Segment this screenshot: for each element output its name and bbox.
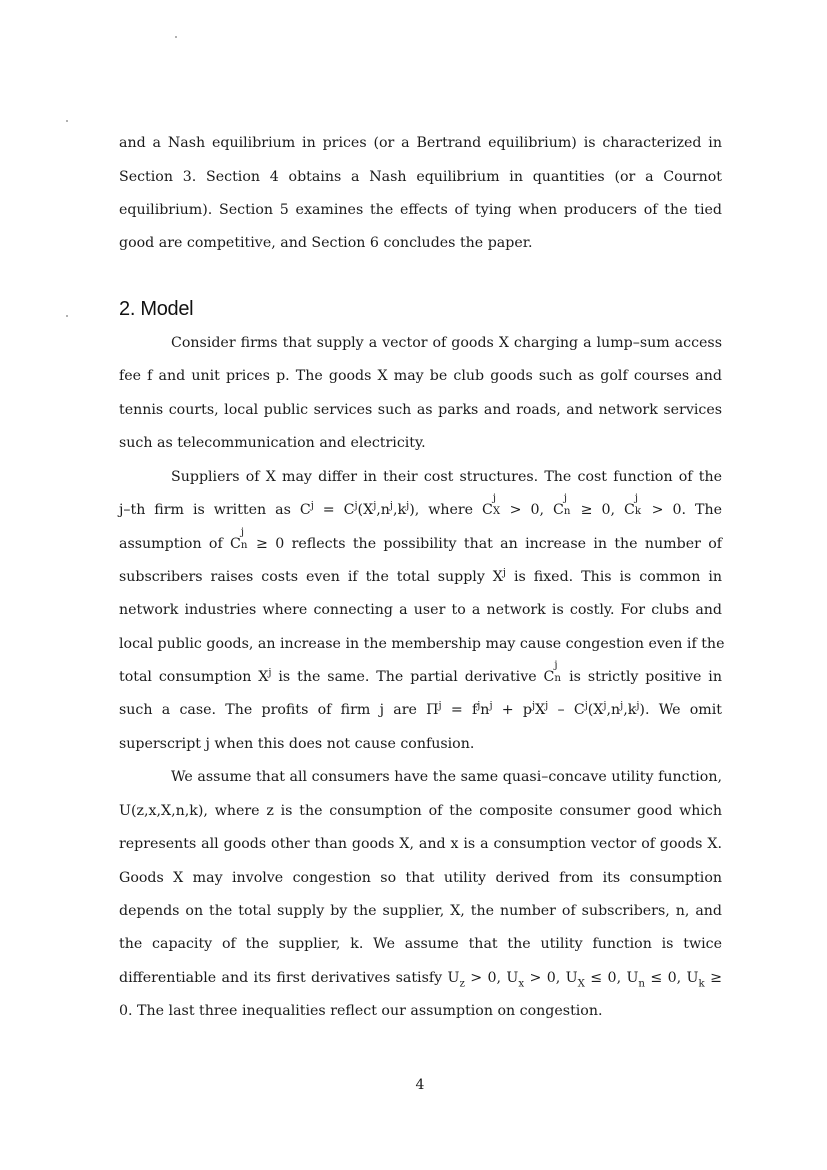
para1-line-4: such as telecommunication and electricity. — [119, 435, 426, 451]
scan-speck — [175, 36, 177, 38]
superscript: j — [489, 700, 493, 712]
text-run: + p — [492, 702, 532, 718]
para2-line-4 — [119, 567, 722, 587]
superscript: j — [354, 500, 358, 512]
sub-sup-index: j n — [563, 493, 571, 518]
text-run: ≤ 0, U — [584, 970, 639, 986]
superscript: j — [620, 700, 624, 712]
para2-line-1: Suppliers of X may differ in their cost structures. The cost function of the — [171, 469, 722, 485]
text-run: is strictly positive in — [562, 669, 722, 686]
text-run: ). We omit — [639, 702, 722, 718]
text-run: (X — [357, 502, 374, 519]
para1-line-2: fee f and unit prices p. The goods X may be club goods such as golf courses and — [119, 368, 722, 384]
scan-speck — [66, 315, 68, 317]
text-run: ,k — [393, 502, 407, 519]
text-run: ≤ 0, U — [645, 970, 699, 986]
text-run: total consumption X — [119, 669, 269, 686]
para1-line-3: tennis courts, local public services such as parks and roads, and network services — [119, 402, 722, 418]
superscript: j — [310, 500, 314, 512]
superscript: j — [438, 700, 442, 712]
text-run: > 0. The — [642, 502, 723, 519]
text-run: ≥ — [704, 970, 722, 986]
subscript: x — [518, 978, 525, 990]
text-run: > 0, C — [500, 502, 564, 519]
text-run: = C — [313, 502, 355, 519]
subscript: X — [577, 978, 585, 990]
text-run: ,n — [606, 702, 621, 718]
text-run: (X — [587, 702, 604, 718]
para3-line-6: the capacity of the supplier, k. We assume that the utility function is twice — [119, 936, 722, 952]
para3-line-7 — [119, 968, 722, 988]
text-run: ≥ 0 reflects the possibility that an increase in the number of — [248, 536, 722, 553]
text-run: j–th firm is written as C — [119, 502, 311, 519]
superscript: j — [603, 700, 607, 712]
scan-speck — [66, 120, 68, 122]
superscript: j — [636, 700, 640, 712]
superscript: j — [545, 700, 549, 712]
para3-line-8: 0. The last three inequalities reflect our assumption on congestion. — [119, 1003, 603, 1019]
text-run: = f — [441, 702, 478, 718]
text-run: ≥ 0, C — [571, 502, 635, 519]
para2-line-7 — [119, 660, 722, 687]
subscript: z — [459, 978, 465, 990]
para2-line-3 — [119, 527, 722, 554]
intro-line-4: good are competitive, and Section 6 concludes the paper. — [119, 235, 533, 251]
subscript: n — [638, 978, 645, 990]
para2-line-8 — [119, 700, 722, 720]
text-run: such a case. The profits of firm j are Π — [119, 702, 439, 718]
intro-line-3: equilibrium). Section 5 examines the effects of tying when producers of the tied — [119, 202, 722, 218]
superscript: j — [268, 667, 272, 679]
superscript: j — [502, 567, 506, 579]
superscript: j — [477, 700, 481, 712]
intro-line-1: and a Nash equilibrium in prices (or a Bertrand equilibrium) is characterized in — [119, 135, 722, 151]
para3-line-4: Goods X may involve congestion so that utility derived from its consumption — [119, 870, 722, 886]
sub-sup-index: j n — [554, 660, 561, 685]
text-run: n — [480, 702, 490, 718]
text-run: differentiable and its first derivatives satisfy U — [119, 970, 460, 986]
section-heading: 2. Model — [119, 298, 194, 320]
text-run: is fixed. This is common in — [505, 569, 722, 585]
para3-line-2: U(z,x,X,n,k), where z is the consumption of the composite consumer good which — [119, 803, 722, 819]
para2-line-6: local public goods, an increase in the membership may cause congestion even if the — [119, 636, 725, 652]
text-run: X — [535, 702, 546, 718]
page-number: 4 — [415, 1077, 425, 1093]
superscript: j — [584, 700, 588, 712]
superscript: j — [389, 500, 393, 512]
superscript: j — [531, 700, 536, 712]
para3-line-3: represents all goods other than goods X, and x is a consumption vector of goods X. — [119, 836, 722, 852]
text-run: ,k — [623, 702, 637, 718]
text-run: is the same. The partial derivative C — [271, 669, 555, 686]
text-run: assumption of C — [119, 536, 241, 553]
text-run: ), where C — [409, 502, 493, 519]
superscript: j — [406, 500, 410, 512]
para1-line-1: Consider firms that supply a vector of goods X charging a lump–sum access — [171, 335, 722, 351]
text-run: subscribers raises costs even if the total supply X — [119, 569, 503, 585]
subscript: k — [698, 978, 705, 990]
text-run: > 0, U — [524, 970, 578, 986]
intro-line-2: Section 3. Section 4 obtains a Nash equilibrium in quantities (or a Cournot — [119, 169, 722, 185]
text-run: ,n — [376, 502, 390, 519]
superscript: j — [373, 500, 377, 512]
text-run: > 0, U — [464, 970, 519, 986]
text-run: – C — [548, 702, 585, 718]
para2-line-5: network industries where connecting a user to a network is costly. For clubs and — [119, 602, 722, 618]
para3-line-5: depends on the total supply by the supplier, X, the number of subscribers, n, and — [119, 903, 722, 919]
para2-line-9: superscript j when this does not cause confusion. — [119, 736, 475, 752]
para3-line-1: We assume that all consumers have the same quasi–concave utility function, — [171, 769, 722, 785]
sub-sup-index: j k — [634, 493, 642, 518]
para2-line-2 — [119, 493, 723, 520]
sub-sup-index: j X — [492, 493, 501, 518]
sub-sup-index: j n — [240, 527, 248, 552]
